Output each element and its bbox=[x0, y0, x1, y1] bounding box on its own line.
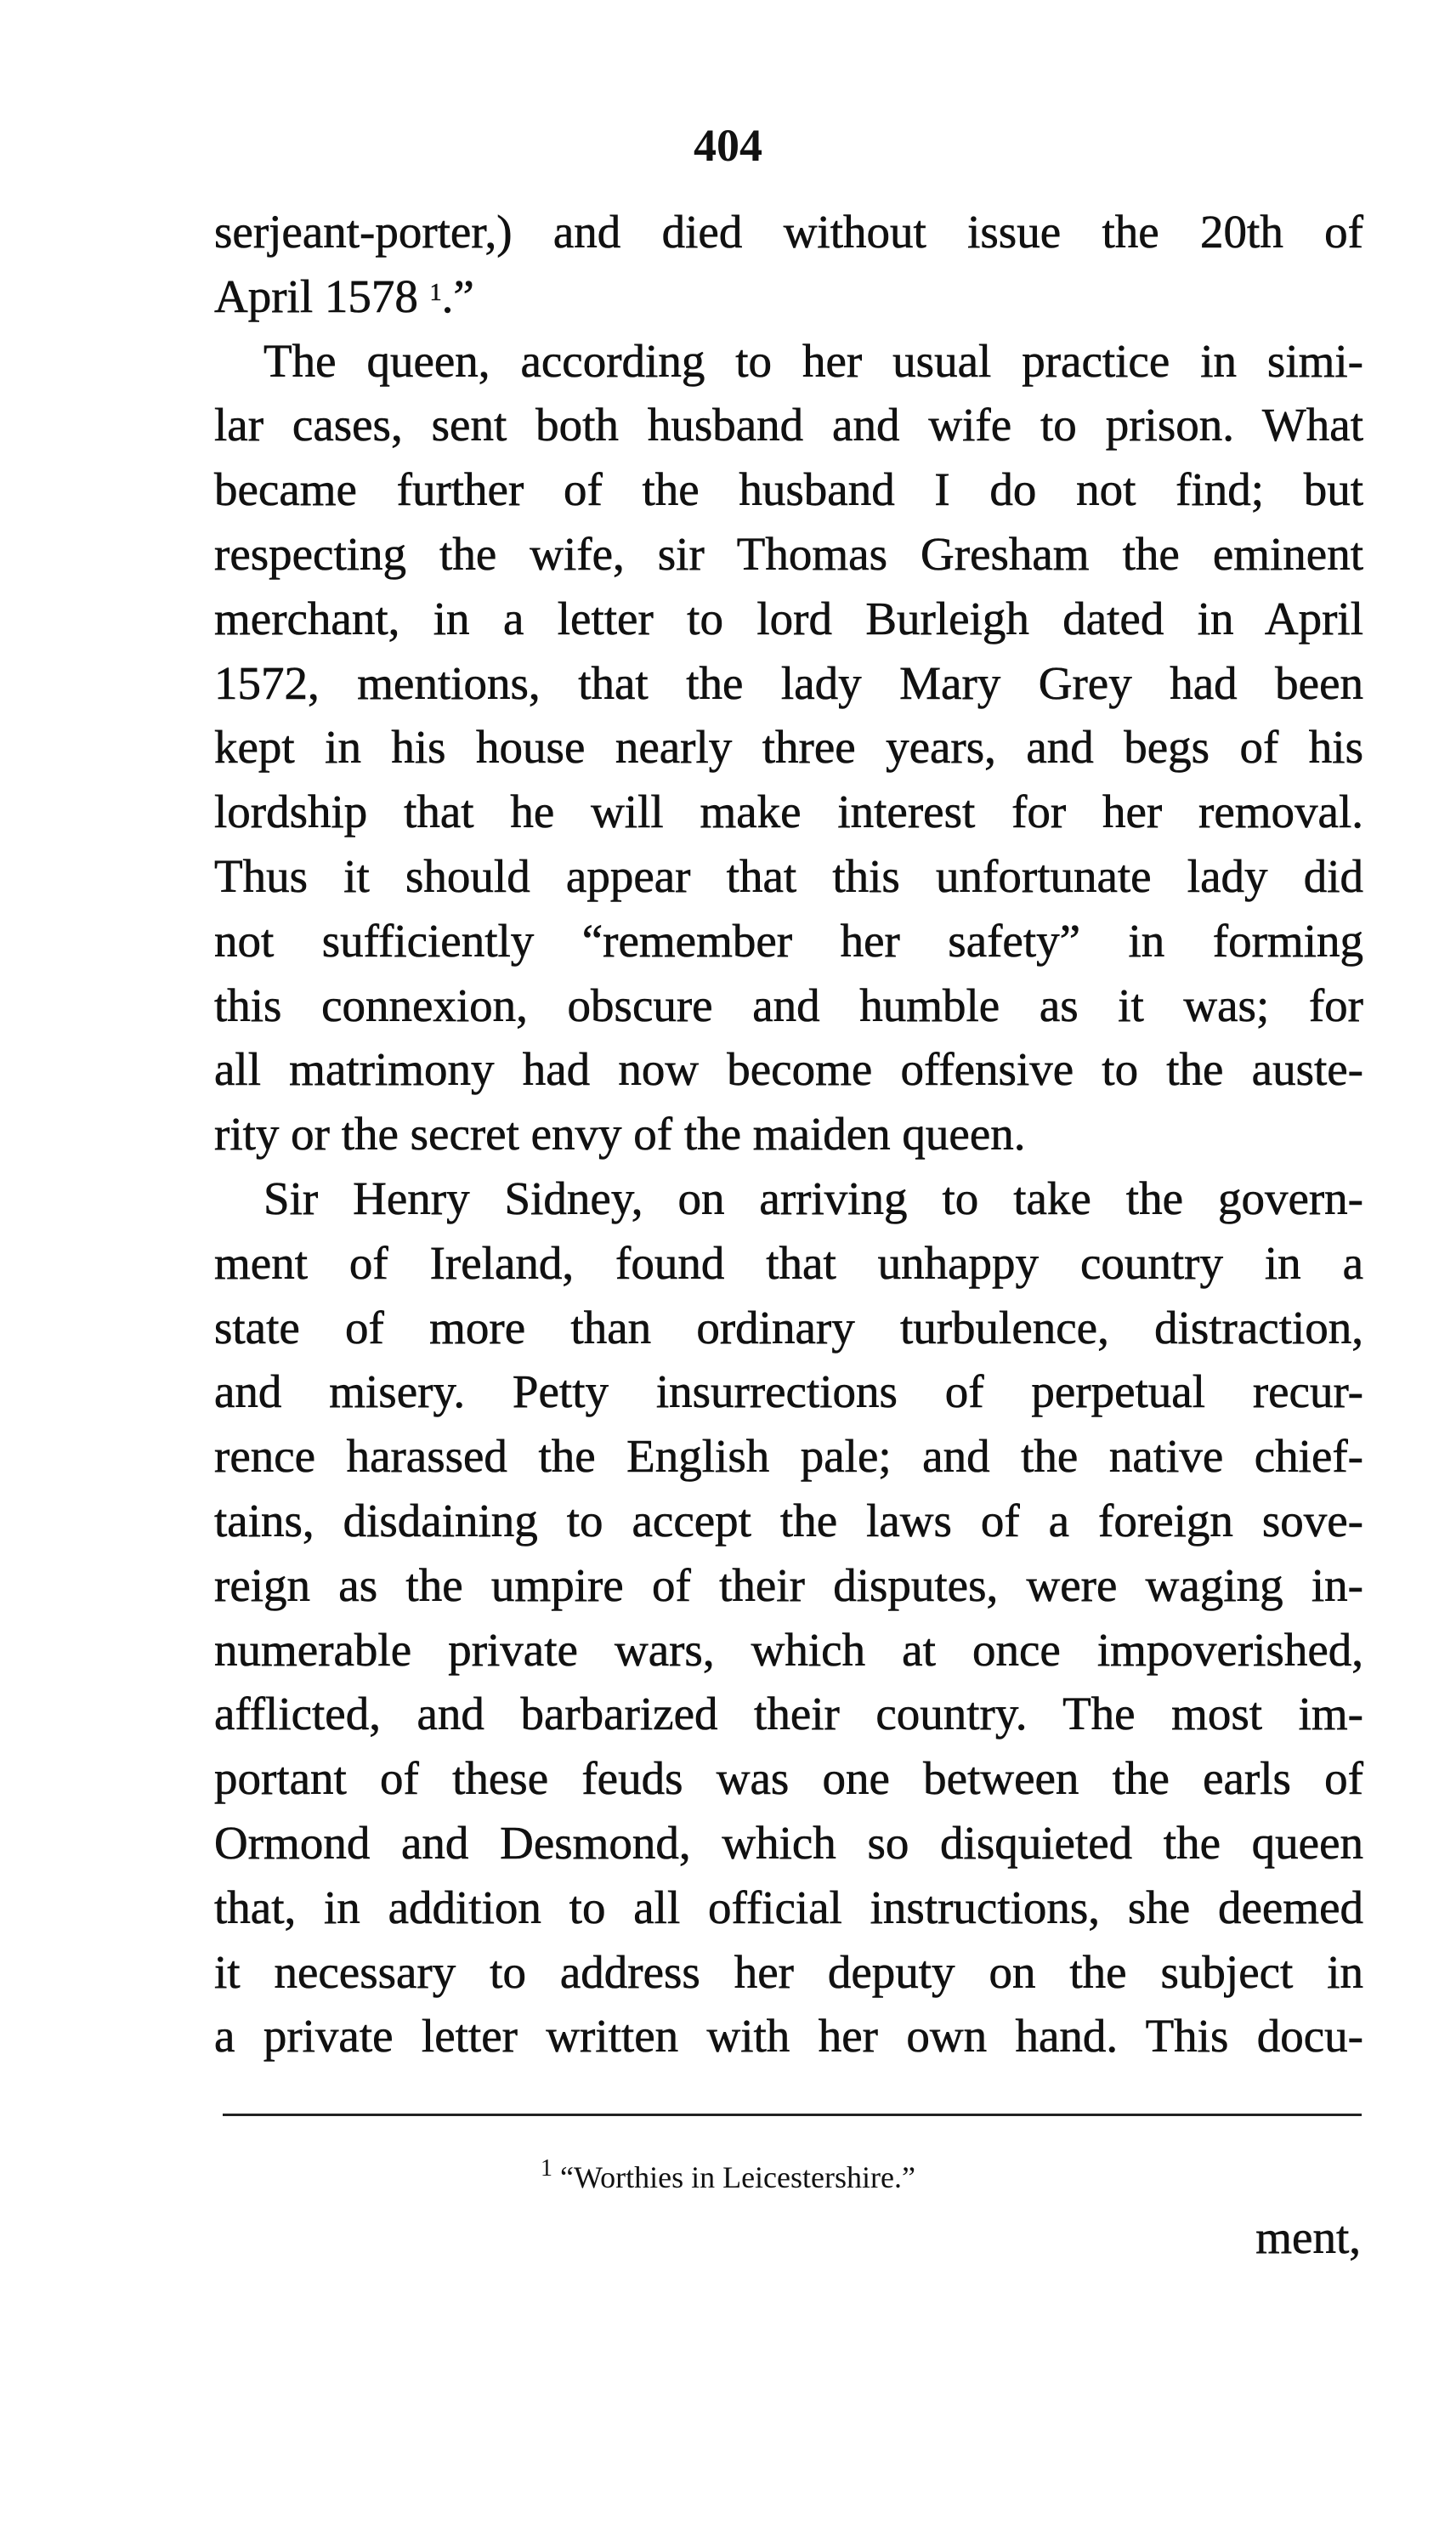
text-line bbox=[214, 1296, 1363, 1360]
line-text: rity or the secret envy of the maiden queen. bbox=[214, 1108, 1026, 1161]
footnote-marker: 1 bbox=[541, 2155, 553, 2182]
text-line bbox=[214, 1746, 1363, 1811]
text-line bbox=[214, 973, 1363, 1038]
line-text: lordship that he will make interest for her removal. bbox=[214, 786, 1363, 838]
text-line bbox=[214, 1102, 1363, 1166]
line-text: Sir Henry Sidney, on arriving to take the govern- bbox=[263, 1172, 1363, 1224]
line-text: merchant, in a letter to lord Burleigh dated in April bbox=[214, 592, 1363, 644]
text-line bbox=[214, 1811, 1363, 1876]
text-line bbox=[214, 1231, 1363, 1296]
text-line bbox=[214, 651, 1363, 716]
text-line bbox=[214, 1618, 1363, 1683]
line-text: ment of Ireland, found that unhappy country in a bbox=[214, 1236, 1363, 1289]
text-line bbox=[214, 844, 1363, 909]
line-text: afflicted, and barbarized their country. The most im- bbox=[214, 1688, 1363, 1740]
text-line bbox=[214, 1876, 1363, 1940]
text-line bbox=[214, 1940, 1363, 2005]
footnote-divider bbox=[223, 2114, 1362, 2116]
catchword: ment, bbox=[1255, 2211, 1361, 2263]
line-text: rence harassed the English pale; and the native chief- bbox=[214, 1430, 1363, 1483]
text-line bbox=[214, 1359, 1363, 1424]
text-line bbox=[214, 522, 1363, 587]
text-line bbox=[214, 1489, 1363, 1553]
text-line bbox=[214, 1037, 1363, 1102]
line-text: this connexion, obscure and humble as it was; for bbox=[214, 979, 1363, 1031]
text-line bbox=[214, 264, 1363, 329]
text-line bbox=[214, 1682, 1363, 1746]
page-number: 404 bbox=[694, 120, 762, 171]
text-line bbox=[214, 587, 1363, 651]
line-text: tains, disdaining to accept the laws of a foreign sove- bbox=[214, 1494, 1363, 1546]
line-text: that, in addition to all official instructions, she deemed bbox=[214, 1881, 1363, 1933]
line-text: 1572, mentions, that the lady Mary Grey had been bbox=[214, 656, 1363, 709]
footnote-reference: 1 bbox=[429, 279, 442, 306]
line-text: a private letter written with her own hand. This docu- bbox=[214, 2010, 1363, 2063]
line-text: numerable private wars, which at once impoverished, bbox=[214, 1623, 1363, 1676]
text-line bbox=[214, 457, 1363, 522]
text-line bbox=[214, 393, 1363, 457]
line-text: kept in his house nearly three years, and begs of his bbox=[214, 721, 1363, 774]
line-text: respecting the wife, sir Thomas Gresham the eminent bbox=[214, 527, 1363, 580]
text-line bbox=[214, 2004, 1363, 2068]
line-text: and misery. Petty insurrections of perpetual recur- bbox=[214, 1365, 1363, 1418]
text-line bbox=[214, 1424, 1363, 1489]
text-line bbox=[214, 780, 1363, 844]
text-line bbox=[214, 1166, 1363, 1231]
line-text: The queen, according to her usual practice in simi- bbox=[263, 334, 1363, 387]
body-text bbox=[214, 200, 1363, 2068]
line-text: portant of these feuds was one between the earls of bbox=[214, 1752, 1363, 1805]
text-line bbox=[214, 329, 1363, 394]
line-text: reign as the umpire of their disputes, were waging in- bbox=[214, 1558, 1363, 1611]
footnote bbox=[0, 2155, 1456, 2195]
line-text: Thus it should appear that this unfortunate lady did bbox=[214, 849, 1363, 902]
text-line bbox=[214, 909, 1363, 973]
line-text: serjeant-porter,) and died without issue the 20th of bbox=[214, 206, 1363, 258]
line-text: not sufficiently “remember her safety” in forming bbox=[214, 914, 1363, 967]
line-text: became further of the husband I do not find; but bbox=[214, 463, 1363, 516]
text-line bbox=[214, 1553, 1363, 1618]
line-text-after: .” bbox=[441, 270, 474, 322]
line-text: all matrimony had now become offensive to the auste- bbox=[214, 1043, 1363, 1096]
line-text: lar cases, sent both husband and wife to prison. What bbox=[214, 399, 1363, 451]
text-line bbox=[214, 200, 1363, 264]
line-text: Ormond and Desmond, which so disquieted the queen bbox=[214, 1816, 1363, 1869]
line-text: state of more than ordinary turbulence, distraction, bbox=[214, 1301, 1363, 1353]
text-line bbox=[214, 715, 1363, 780]
line-text: it necessary to address her deputy on the subject in bbox=[214, 1945, 1363, 1998]
footnote-text: “Worthies in Leicestershire.” bbox=[560, 2160, 915, 2194]
line-text: April 1578 bbox=[214, 270, 418, 322]
